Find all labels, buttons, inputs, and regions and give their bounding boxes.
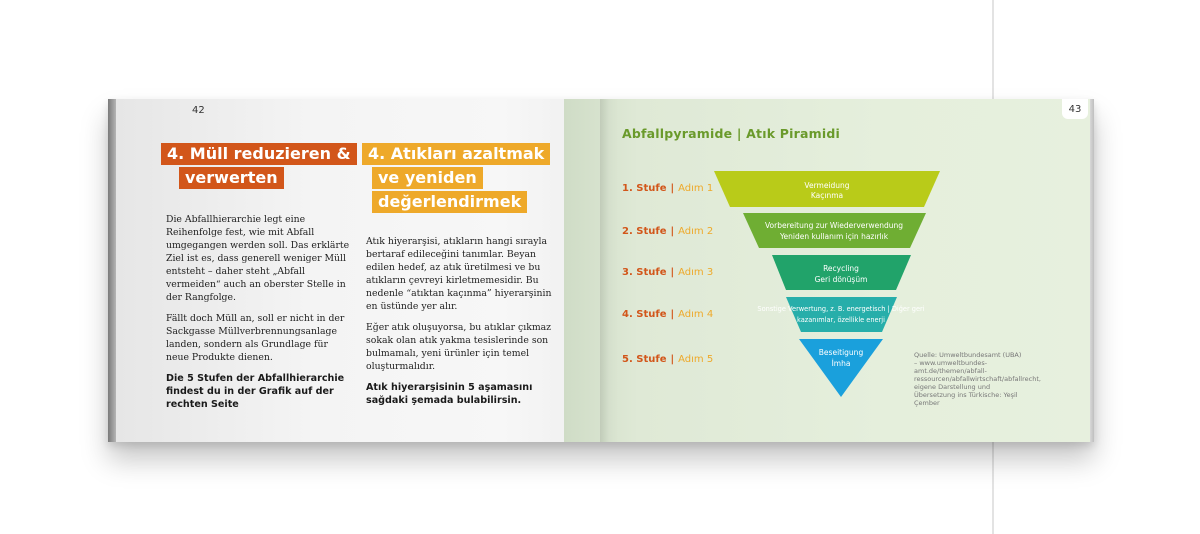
german-text-column — [166, 213, 352, 419]
step-3-de: 3. Stufe — [622, 267, 667, 278]
step-4-de: 4. Stufe — [622, 309, 667, 320]
step-2-separator: | — [670, 226, 675, 237]
heading-german — [161, 143, 357, 189]
step-1-tr: Adım 1 — [678, 183, 714, 194]
heading-german-line2: verwerten — [179, 167, 284, 189]
pyramid-level-1-de: Vermeidung — [804, 181, 850, 190]
book-spine — [108, 99, 116, 442]
heading-turkish-line2: ve yeniden — [372, 167, 483, 189]
german-paragraph-2: Fällt doch Müll an, soll er nicht in der Sackgasse Müllverbrennungsanlage landen, sondern als Grundlage für neue Produkte dienen. — [166, 313, 345, 363]
heading-turkish — [362, 143, 550, 213]
step-label-4 — [622, 309, 713, 320]
pyramid-level-2 — [743, 213, 926, 248]
source-note: Quelle: Umweltbundesamt (UBA) – www.umweltbundes-amt.de/themen/abfall-ressourcen/abfallwirtschaft/abfallrecht, eigene Darstellung und Übersetzung ins Türkische: Yeşil Çember — [914, 351, 1041, 407]
page-edge — [1090, 99, 1094, 442]
step-3-separator: | — [670, 267, 675, 278]
pyramid-level-2-tr: Yeniden kullanım için hazırlık — [779, 232, 889, 241]
heading-german-line1: 4. Müll reduzieren & — [161, 143, 357, 165]
pyramid-level-5-de: Beseitigung — [818, 348, 864, 357]
heading-turkish-line1: 4. Atıkları azaltmak — [362, 143, 550, 165]
pyramid-level-2-de: Vorbereitung zur Wiederverwendung — [764, 221, 904, 230]
pyramid-title: Abfallpyramide | Atık Piramidi — [622, 126, 840, 141]
left-page — [116, 99, 600, 442]
heading-turkish-line3: değerlendirmek — [372, 191, 527, 213]
step-2-de: 2. Stufe — [622, 226, 667, 237]
step-1-de: 1. Stufe — [622, 183, 667, 194]
step-label-1 — [622, 183, 713, 194]
step-4-tr: Adım 4 — [678, 309, 714, 320]
right-page — [564, 99, 1094, 442]
german-paragraph-1: Die Abfallhierarchie legt eine Reihenfolge fest, wie mit Abfall umgegangen werden soll. Das erklärte Ziel ist es, dass generell weniger Müll entsteht – daher steht „Abfall vermeiden“ auch an oberster Stelle in der Rangfolge. — [166, 214, 350, 303]
pyramid-level-4-tr: kazanımlar, özellikle enerji — [797, 316, 885, 324]
waste-pyramid — [714, 171, 944, 403]
pyramid-level-5-tr: İmha — [831, 359, 851, 368]
step-5-de: 5. Stufe — [622, 354, 667, 365]
center-fold-shadow — [600, 99, 618, 442]
pyramid-level-1-tr: Kaçınma — [810, 191, 844, 200]
turkish-text-column — [366, 235, 552, 415]
page-number-left: 42 — [192, 105, 205, 116]
pyramid-level-4-de: Sonstige Verwertung, z. B. energetisch | Diğer geri — [757, 305, 925, 313]
step-2-tr: Adım 2 — [678, 226, 714, 237]
step-3-tr: Adım 3 — [678, 267, 714, 278]
pyramid-level-4 — [786, 297, 897, 332]
step-label-5 — [622, 354, 713, 365]
turkish-paragraph-3: Atık hiyerarşisinin 5 aşamasını sağdaki şemada bulabilirsin. — [366, 382, 533, 406]
step-4-separator: | — [670, 309, 675, 320]
page-number-tab — [1062, 99, 1088, 119]
step-label-2 — [622, 226, 713, 237]
open-booklet — [108, 99, 1094, 442]
turkish-paragraph-1: Atık hiyerarşisi, atıkların hangi sırayla bertaraf edileceğini tanımlar. Beyan edilen hedef, az atık üretilmesi ve bu atıkların çevreyi kirletmemesidir. Bu nedenle “atıktan kaçınma” hiyerarşinin en üstünde yer alır. — [366, 236, 552, 312]
step-1-separator: | — [670, 183, 675, 194]
step-label-3 — [622, 267, 713, 278]
pyramid-level-3-tr: Geri dönüşüm — [814, 275, 868, 284]
pyramid-level-3-de: Recycling — [823, 264, 859, 273]
turkish-paragraph-2: Eğer atık oluşuyorsa, bu atıklar çıkmaz sokak olan atık yakma tesislerinde son bulmamalı, yeni ürünler için temel oluşturmalıdır. — [366, 322, 552, 372]
step-5-tr: Adım 5 — [678, 354, 714, 365]
page-number-right: 43 — [1068, 103, 1082, 115]
german-paragraph-3: Die 5 Stufen der Abfallhierarchie findest du in der Grafik auf der rechten Seite — [166, 373, 345, 410]
step-5-separator: | — [670, 354, 675, 365]
